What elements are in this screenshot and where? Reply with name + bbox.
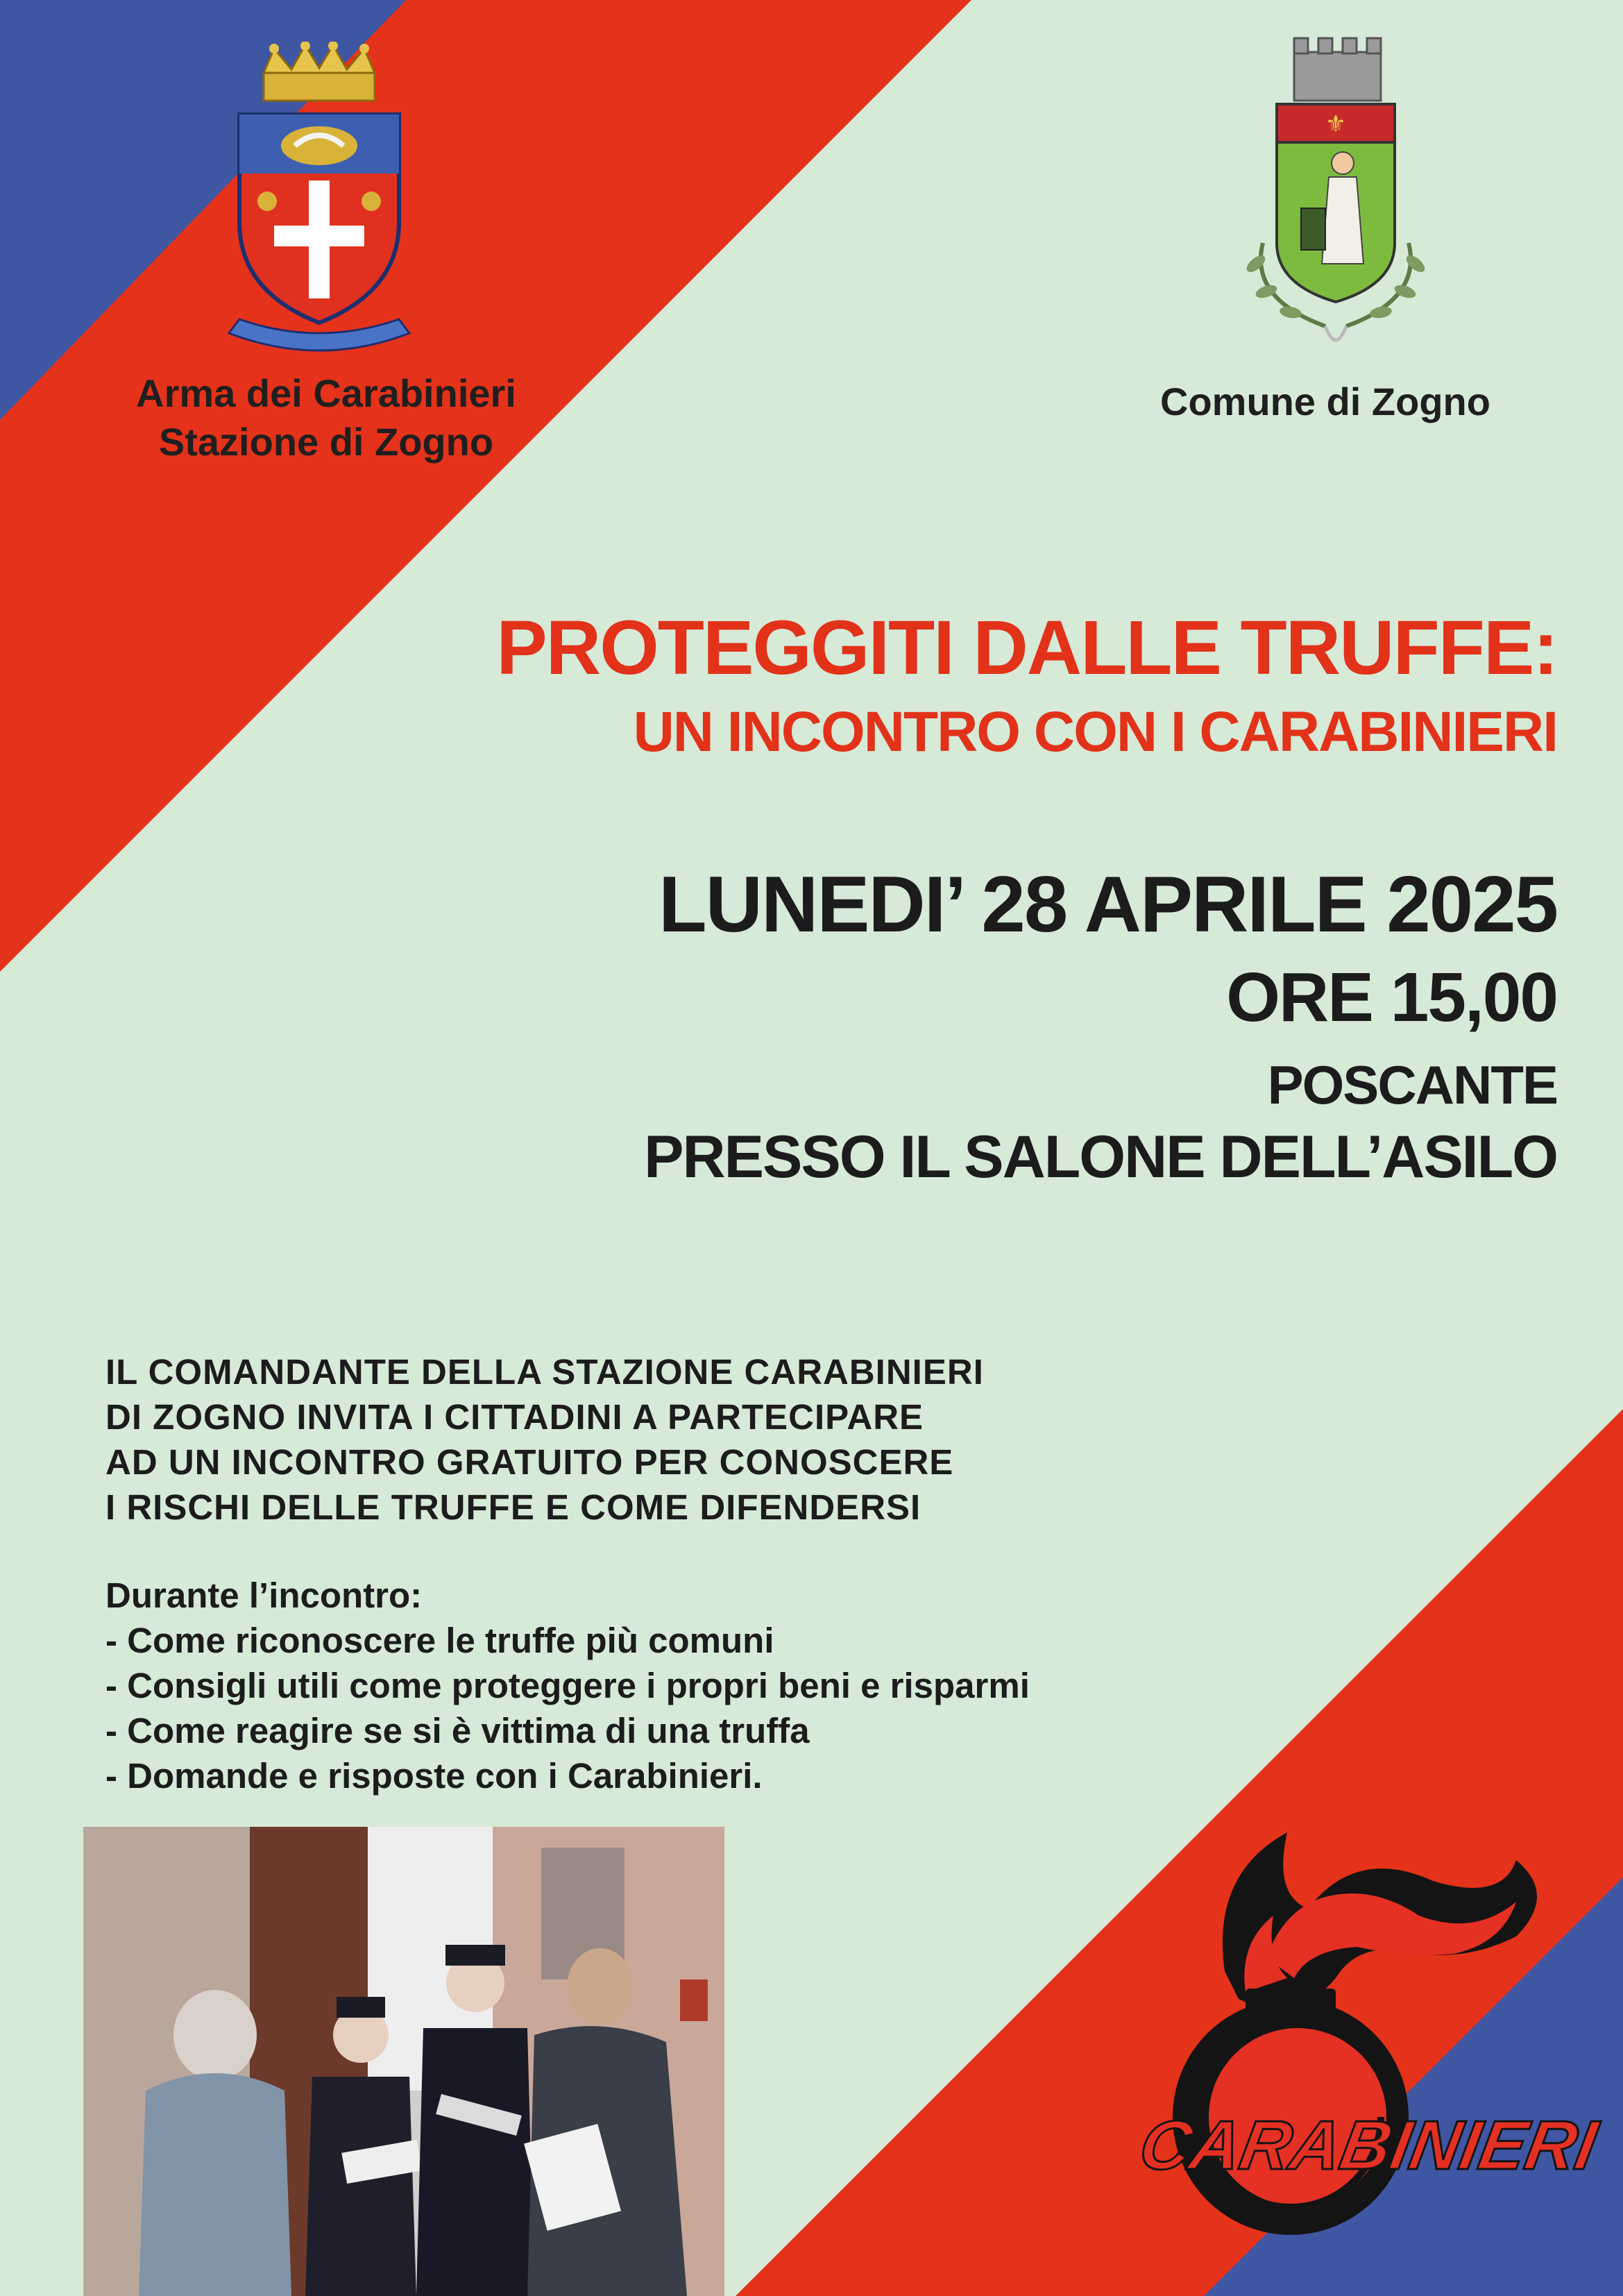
carabinieri-label: CARABINIERI	[1134, 2107, 1603, 2184]
headline-main: PROTEGGITI DALLE TRUFFE:	[496, 605, 1557, 691]
carabinieri-meeting-illustration-icon	[83, 1827, 724, 2296]
grenade-flame-icon	[1128, 1818, 1606, 2263]
carabinieri-name: Arma dei Carabinieri	[136, 371, 516, 415]
event-venue: PRESSO IL SALONE DELL’ASILO	[644, 1124, 1557, 1190]
headline-sub: UN INCONTRO CON I CARABINIERI	[633, 700, 1557, 763]
invitation-line: DI ZOGNO INVITA I CITTADINI A PARTECIPARE	[105, 1397, 924, 1437]
zogno-coat-of-arms-icon	[1221, 35, 1450, 375]
agenda-heading: Durante l’incontro:	[105, 1576, 423, 1615]
agenda-item: - Consigli utili come proteggere i propri beni e risparmi	[105, 1666, 1030, 1705]
agenda-list	[105, 1573, 1030, 1798]
agenda-item: - Come riconoscere le truffe più comuni	[105, 1621, 774, 1660]
event-time: ORE 15,00	[1226, 959, 1557, 1036]
agenda-item: - Come reagire se si è vittima di una truffa	[105, 1711, 810, 1750]
agenda-item: - Domande e risposte con i Carabinieri.	[105, 1756, 763, 1796]
invitation-line: IL COMANDANTE DELLA STAZIONE CARABINIERI	[105, 1352, 984, 1392]
comune-name: Comune di Zogno	[1160, 380, 1490, 423]
invitation-line: I RISCHI DELLE TRUFFE E COME DIFENDERSI	[105, 1487, 921, 1527]
event-location: POSCANTE	[1267, 1054, 1557, 1115]
carabinieri-crest-icon	[226, 42, 413, 354]
svg-text:⚜: ⚜	[1325, 110, 1347, 138]
event-date: LUNEDI’ 28 APRILE 2025	[658, 861, 1557, 949]
invitation-line: AD UN INCONTRO GRATUITO PER CONOSCERE	[105, 1442, 954, 1482]
invitation-text	[105, 1349, 984, 1530]
station-name: Stazione di Zogno	[158, 420, 494, 464]
